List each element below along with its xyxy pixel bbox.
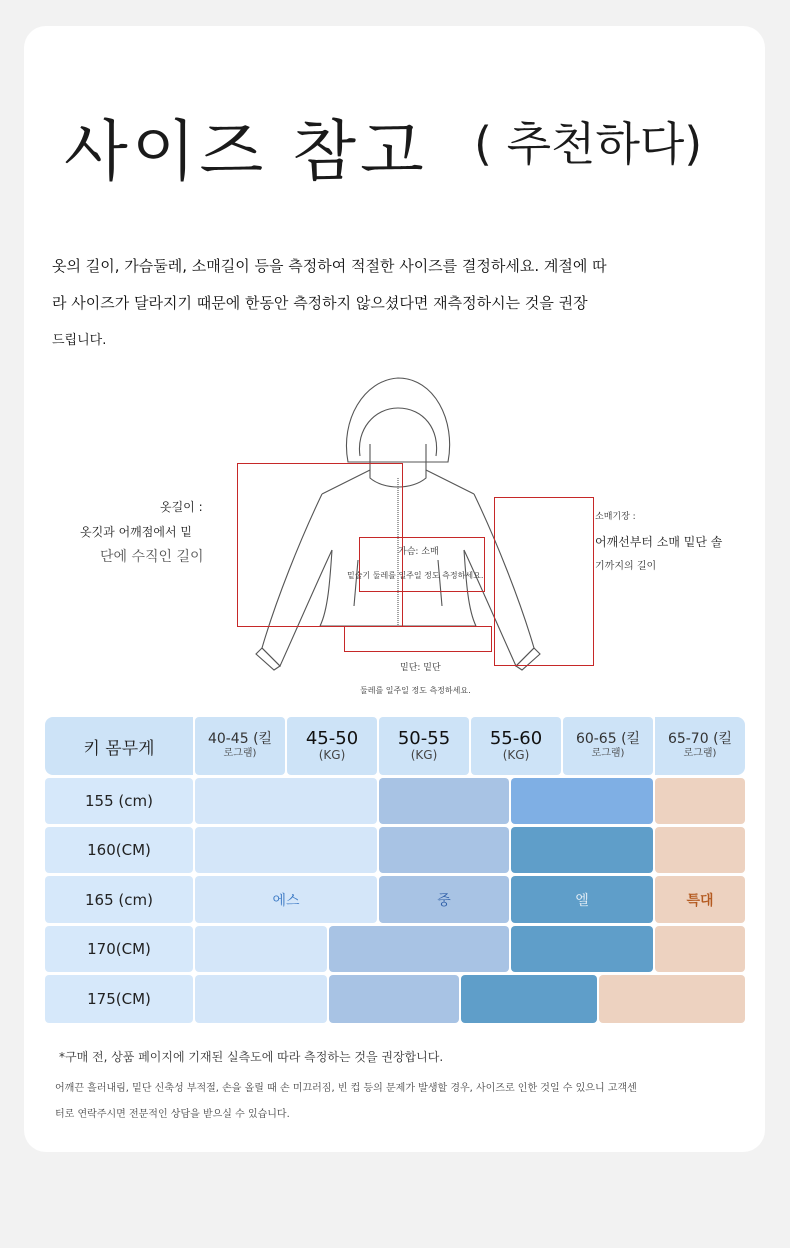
weight-col-2-unit: (KG)	[318, 748, 346, 762]
intro-text	[52, 248, 712, 359]
size-cell-small	[195, 876, 377, 923]
table-row	[45, 827, 745, 873]
table-row	[45, 778, 745, 824]
disclaimer-line-2: 터로 연락주시면 전문적인 상담을 받으실 수 있습니다.	[55, 1109, 290, 1120]
measurement-diagram	[64, 370, 744, 710]
weight-col-2-range: 45-50	[305, 728, 359, 749]
size-cell-xlarge	[599, 975, 745, 1023]
sleeve-desc-1: 어깨선부터 소매 밑단 솔	[595, 535, 723, 549]
page-title: 사이즈 참고	[64, 113, 428, 190]
page-subtitle: ( 추천하다)	[474, 117, 703, 171]
size-cell-xlarge	[655, 827, 745, 873]
chest-desc: 밑술기 둘레를 일주일 정도 측정하세요.	[347, 571, 484, 580]
sleeve-desc-2: 기까지의 길이	[595, 561, 657, 572]
size-cell-xlarge	[655, 926, 745, 972]
intro-line-1: 옷의 길이, 가슴둘레, 소매길이 등을 측정하여 적절한 사이즈를 결정하세요. 계절에 따	[52, 257, 607, 275]
size-cell-small	[195, 975, 327, 1023]
weight-col-6-range: 65-70 (킬	[667, 731, 733, 747]
weight-col-4-range: 55-60	[489, 728, 543, 749]
weight-col-3-range: 50-55	[397, 728, 451, 749]
sleeve-title: 소매기장 :	[595, 512, 636, 522]
corner-cell: 키 몸무게	[45, 717, 193, 775]
size-cell-medium	[329, 975, 459, 1023]
weight-col-2	[287, 717, 377, 775]
length-desc-2: 단에 수직인 길이	[100, 549, 204, 565]
size-cell-medium	[379, 778, 509, 824]
table-row	[45, 975, 745, 1023]
size-cell-xlarge	[655, 778, 745, 824]
size-guide-card	[24, 26, 765, 1152]
hood-inner	[359, 408, 436, 456]
length-desc-1: 옷깃과 어깨점에서 밑	[80, 525, 192, 539]
weight-col-4-unit: (KG)	[502, 748, 530, 762]
hem-desc: 둘레를 일주일 정도 측정하세요.	[360, 686, 471, 695]
height-cell: 165 (cm)	[45, 876, 193, 923]
size-label-medium: 중	[437, 892, 451, 909]
size-table-header	[45, 717, 745, 775]
right-shoulder	[426, 470, 474, 494]
intro-line-3: 드립니다.	[52, 333, 107, 348]
weight-col-5-unit: 로그램)	[591, 748, 625, 759]
weight-col-6	[655, 717, 745, 775]
weight-col-3	[379, 717, 469, 775]
table-row	[45, 926, 745, 972]
hem-title: 밑단: 밑단	[400, 663, 441, 673]
height-cell: 175(CM)	[45, 975, 193, 1023]
height-cell: 155 (cm)	[45, 778, 193, 824]
size-cell-large	[511, 778, 653, 824]
size-cell-medium	[379, 827, 509, 873]
size-cell-small	[195, 827, 377, 873]
weight-col-1-range: 40-45 (킬	[207, 731, 273, 747]
purchase-note: *구매 전, 상품 페이지에 기재된 실측도에 따라 측정하는 것을 권장합니다.	[59, 1050, 444, 1064]
size-label-large: 엘	[575, 892, 589, 909]
size-cell-small	[195, 778, 377, 824]
length-title: 옷길이 :	[160, 500, 203, 514]
sleeve-measure-box	[494, 497, 594, 666]
size-label-small: 에스	[272, 892, 300, 909]
hem-measure-box	[344, 626, 492, 652]
disclaimer-line-1: 어깨끈 흘러내림, 밑단 신축성 부적절, 손을 올릴 때 손 미끄러짐, 빈 컵 등의 문제가 발생할 경우, 사이즈로 인한 것일 수 있으니 고객센	[55, 1083, 637, 1094]
chest-title: 가슴: 소매	[398, 547, 439, 557]
weight-col-5-range: 60-65 (킬	[575, 731, 641, 747]
height-cell: 160(CM)	[45, 827, 193, 873]
size-label-xlarge: 특대	[686, 892, 714, 909]
size-cell-xlarge	[655, 876, 745, 923]
size-cell-large	[511, 827, 653, 873]
left-cuff	[256, 648, 280, 670]
table-row	[45, 876, 745, 923]
weight-col-1	[195, 717, 285, 775]
weight-col-1-unit: 로그램)	[223, 748, 257, 759]
weight-col-3-unit: (KG)	[410, 748, 438, 762]
height-cell: 170(CM)	[45, 926, 193, 972]
hood-outline	[346, 378, 449, 462]
size-cell-medium	[379, 876, 509, 923]
disclaimer-text	[55, 1076, 745, 1128]
size-cell-small	[195, 926, 327, 972]
intro-line-2: 라 사이즈가 달라지기 때문에 한동안 측정하지 않으셨다면 재측정하시는 것을 권장	[52, 294, 588, 312]
size-cell-medium	[329, 926, 509, 972]
size-cell-large	[461, 975, 597, 1023]
size-cell-large	[511, 926, 653, 972]
weight-col-4	[471, 717, 561, 775]
weight-col-6-unit: 로그램)	[683, 748, 717, 759]
size-cell-large	[511, 876, 653, 923]
weight-col-5	[563, 717, 653, 775]
